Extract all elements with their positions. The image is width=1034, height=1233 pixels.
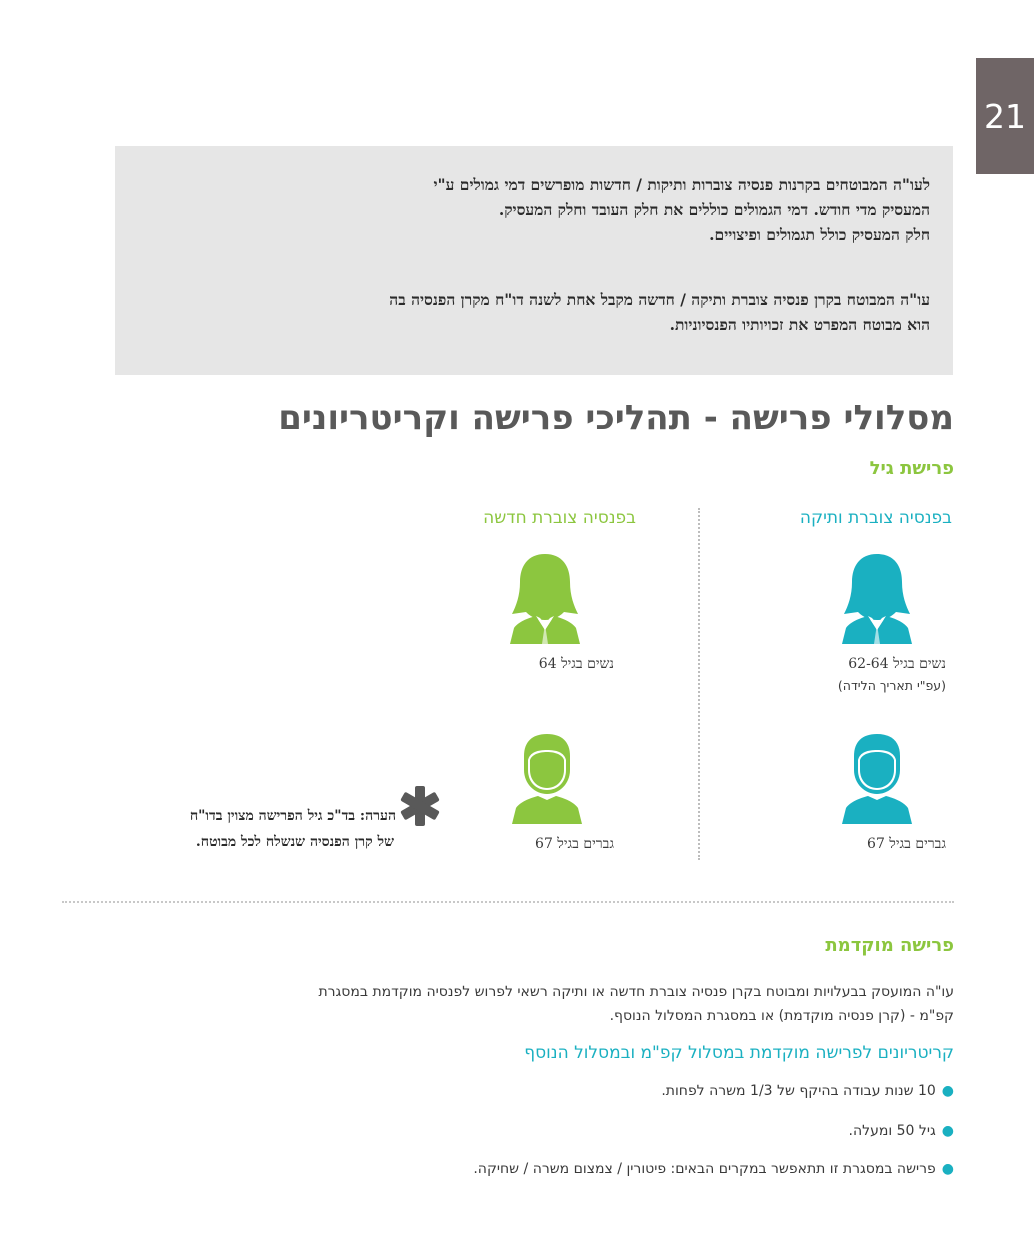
caption-old-women: נשים בגיל 62-64 xyxy=(848,656,946,672)
early-retirement-body xyxy=(318,980,954,1028)
caption-new-women: נשים בגיל 64 xyxy=(538,656,614,672)
bullet-text: 10 שנות עבודה בהיקף של 1/3 משרה לפחות. xyxy=(661,1083,936,1099)
note-line: הערה: בד"כ גיל הפרישה מצוין בדו"ח xyxy=(189,808,396,824)
note-line: של קרן הפנסיה שנשלח לכל מבוטח. xyxy=(195,834,394,850)
woman-icon xyxy=(506,552,584,644)
bullet-icon: ● xyxy=(941,1123,954,1139)
list-item xyxy=(849,1123,954,1139)
caption-old-men: גברים בגיל 67 xyxy=(867,836,946,852)
body-line: עו"ה המועסק בבעלויות ומבוטח בקרן פנסיה צוברת חדשה או ותיקה רשאי לפרוש לפנסיה מוקדמת במסגרת xyxy=(318,984,954,1000)
caption-new-men: גברים בגיל 67 xyxy=(535,836,614,852)
bullet-text: גיל 50 ומעלה. xyxy=(848,1123,936,1139)
page-title: מסלולי פרישה - תהליכי פרישה וקריטריונים xyxy=(278,398,954,438)
info-line: לעו"ה המבוטחים בקרנות פנסיה צוברות ותיקות / חדשות מופרשים דמי גמולים ע"י xyxy=(433,175,930,194)
info-paragraph-2 xyxy=(389,287,930,337)
bullet-text: פרישה במסגרת זו תתאפשר במקרים הבאים: פיטורין / צמצום משרה / שחיקה. xyxy=(473,1161,936,1177)
woman-icon xyxy=(838,552,916,644)
bullet-icon: ● xyxy=(941,1161,954,1177)
info-line: עו"ה המבוטח בקרן פנסיה צוברת ותיקה / חדשה מקבל אחת לשנה דו"ח מקרן הפנסיה בה xyxy=(389,290,930,309)
man-icon xyxy=(838,730,916,824)
section-divider xyxy=(62,901,954,903)
info-line: המעסיק מדי חודש. דמי הגמולים כוללים את חלק העובד וחלק המעסיק. xyxy=(498,200,930,219)
list-item xyxy=(661,1083,954,1099)
man-icon xyxy=(508,730,586,824)
body-line: קפ"מ - (קרן פנסיה מוקדמת) או במסגרת המסלול הנוסף. xyxy=(609,1008,954,1024)
column-heading-old-fund: בפנסיה צוברת ותיקה xyxy=(799,508,952,528)
list-item xyxy=(473,1161,954,1177)
column-heading-new-fund: בפנסיה צוברת חדשה xyxy=(483,508,636,528)
info-line: חלק המעסיק כולל תגמולים ופיצויים. xyxy=(709,225,930,244)
bullet-icon: ● xyxy=(941,1083,954,1099)
column-divider xyxy=(698,508,700,860)
info-paragraph-1 xyxy=(433,172,930,247)
section-heading-age-retirement: פרישת גיל xyxy=(869,458,954,479)
page-number: 21 xyxy=(976,58,1034,174)
criteria-heading: קריטריונים לפרישה מוקדמת במסלול קפ"מ ובמסלול הנוסף xyxy=(524,1043,954,1063)
section-heading-early-retirement: פרישה מוקדמת xyxy=(825,935,954,956)
info-line: הוא מבוטח המפרט את זכויותיו הפנסיוניות. xyxy=(669,315,930,334)
caption-old-women-note: (עפ"י תאריך הלידה) xyxy=(837,678,946,693)
asterisk-icon xyxy=(396,784,444,828)
